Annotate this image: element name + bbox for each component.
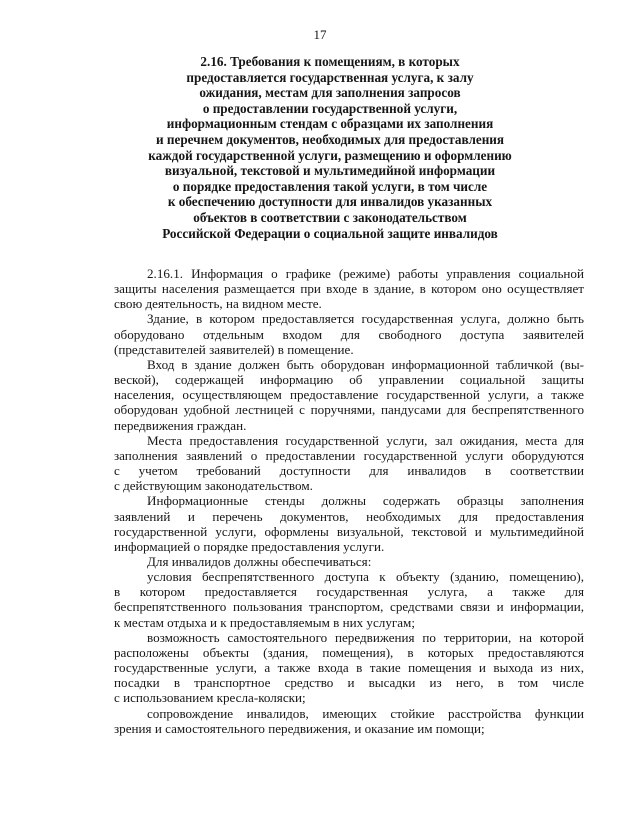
title-line: и перечнем документов, необходимых для предоставления: [155, 131, 505, 147]
text-line: Вход в здание должен быть оборудован информационной табличкой (вы-: [147, 356, 584, 372]
text-line: с использованием кресла-коляски;: [114, 690, 306, 706]
title-line: объектов в соответствии с законодательством: [193, 209, 467, 225]
text-line: условия беспрепятственного доступа к объекту (зданию, помещению),: [147, 569, 584, 585]
text-line: защиты населения размещается при входе в здание, в котором оно осуществляет: [114, 281, 584, 297]
paragraph-access-conditions: [114, 569, 584, 630]
text-line: свою деятельность, на видном месте.: [114, 296, 322, 312]
text-line: возможность самостоятельного передвижения по территории, на которой: [147, 629, 584, 645]
text-line: к местам отдыха и к предоставляемым в них услугам;: [114, 614, 415, 630]
title-line: о порядке предоставления такой услуги, в том числе: [172, 178, 488, 194]
body-text: [114, 266, 584, 736]
text-line: заполнения заявлений о предоставлении государственной услуги оборудуются: [114, 447, 584, 463]
text-line: с учетом требований доступности для инвалидов в соответствии: [114, 463, 584, 479]
page-number: 17: [313, 27, 327, 42]
text-line: с действующим законодательством.: [114, 478, 313, 494]
title-line: визуальной, текстовой и мультимедийной информации: [164, 163, 496, 179]
title-line: информационным стендам с образцами их заполнения: [166, 116, 494, 132]
paragraph-building-entrance: [114, 311, 584, 356]
text-line: заявлений и перечень документов, необходимых для предоставления: [114, 508, 584, 524]
text-line: 2.16.1. Информация о графике (режиме) работы управления социальной: [147, 266, 584, 281]
title-line: ожидания, местам для заполнения запросов: [199, 85, 461, 101]
title-line: 2.16. Требования к помещениям, в которых: [200, 54, 460, 69]
paragraph-independent-movement: [114, 630, 584, 706]
text-line: оборудовано отдельным входом для свободного доступа заявителей: [114, 326, 584, 342]
text-line: государственные услуги, а также входа в такие помещения и выхода из них,: [114, 660, 584, 676]
text-line: расположены объекты (здания, помещения), в которых предоставляются: [114, 644, 584, 660]
text-line: Для инвалидов должны обеспечиваться:: [147, 553, 372, 569]
title-line: предоставляется государственная услуга, к залу: [186, 69, 474, 85]
text-line: зрения и самостоятельного передвижения, и оказание им помощи;: [114, 720, 485, 736]
text-line: Информационные стенды должны содержать образцы заполнения: [147, 493, 584, 509]
text-line: сопровождение инвалидов, имеющих стойкие расстройства функции: [147, 705, 584, 721]
section-title: [100, 54, 560, 241]
text-line: информацией о порядке предоставления услуги.: [114, 538, 385, 554]
text-line: (представителей заявителей) в помещение.: [114, 341, 354, 357]
text-line: беспрепятственного пользования транспортом, средствами связи и информации,: [114, 599, 584, 615]
text-line: в котором предоставляется государственная услуга, а также для: [114, 584, 584, 600]
title-line: о предоставлении государственной услуги,: [202, 100, 458, 116]
paragraph-info-stands: [114, 493, 584, 554]
title-line: каждой государственной услуги, размещению и оформлению: [148, 147, 512, 163]
text-line: Места предоставления государственной услуги, зал ожидания, места для: [147, 432, 584, 448]
text-line: передвижения граждан.: [114, 417, 247, 433]
paragraph-service-places: [114, 433, 584, 494]
title-line: Российской Федерации о социальной защите инвалидов: [162, 225, 498, 241]
text-line: оборудован удобной лестницей с поручнями, пандусами для беспрепятственного: [114, 402, 584, 418]
paragraph-entrance-sign: [114, 357, 584, 433]
text-line: государственной услуги, оформлены визуальной, текстовой и мультимедийной: [114, 523, 584, 539]
paragraph-schedule-info: [114, 266, 584, 311]
paragraph-assistance: [114, 706, 584, 736]
title-line: к обеспечению доступности для инвалидов указанных: [167, 194, 493, 210]
text-line: Здание, в котором предоставляется государственная услуга, должно быть: [147, 311, 584, 327]
text-line: населения, осуществляющем предоставление государственной услуги, а также: [114, 387, 584, 403]
text-line: веской), содержащей информацию об управлении социальной защиты: [114, 372, 584, 388]
paragraph-disabled-intro: [114, 554, 584, 569]
text-line: посадки в транспортное средство и высадки из него, в том числе: [114, 675, 584, 691]
